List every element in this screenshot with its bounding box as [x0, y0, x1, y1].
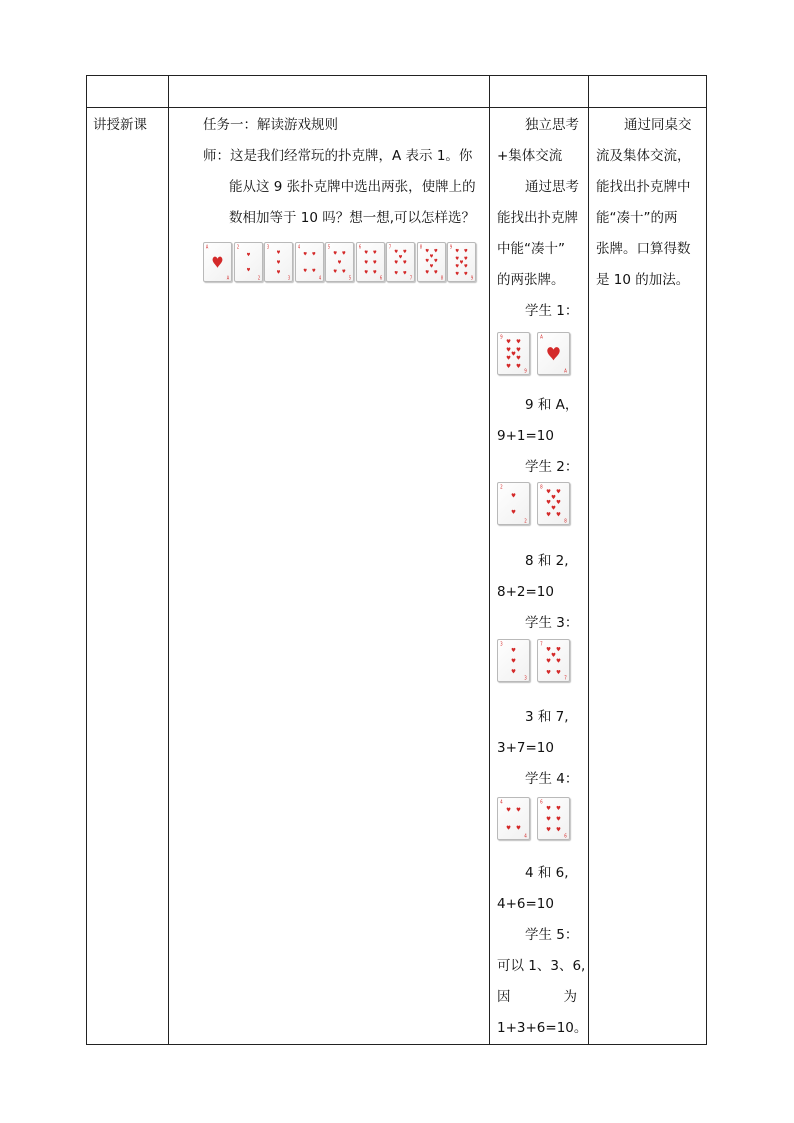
- student-5-yin: 因: [497, 989, 511, 1005]
- svg-text:5: 5: [327, 244, 331, 251]
- svg-text:A: A: [540, 335, 543, 341]
- table-top-border: [86, 75, 707, 76]
- svg-text:A: A: [205, 244, 209, 251]
- student-3-label: 学生 3：: [525, 615, 579, 631]
- column-divider-2: [489, 75, 490, 1045]
- heart-icon: [498, 798, 529, 839]
- heart-icon: [538, 798, 569, 839]
- heart-icon: [326, 243, 353, 281]
- poker-card: [537, 797, 570, 840]
- svg-text:3: 3: [524, 675, 527, 681]
- teacher-line-1: 师：这是我们经常玩的扑克牌，A 表示 1。你: [203, 148, 473, 164]
- student-2-equation: 8+2=10: [497, 584, 554, 600]
- student-4-label: 学生 4：: [525, 771, 579, 787]
- svg-text:7: 7: [388, 244, 392, 251]
- student-3-equation: 3+7=10: [497, 740, 554, 756]
- student-3-answer: 3 和 7,: [525, 709, 569, 725]
- svg-text:7: 7: [540, 642, 543, 648]
- svg-text:9: 9: [500, 335, 503, 341]
- student-5-line-2: [497, 982, 577, 1013]
- poker-card: [203, 242, 232, 282]
- svg-text:8: 8: [540, 485, 543, 491]
- heart-icon: [448, 243, 475, 281]
- svg-text:8: 8: [440, 276, 443, 281]
- heart-icon: [498, 333, 529, 374]
- svg-text:6: 6: [564, 833, 567, 839]
- svg-text:6: 6: [379, 276, 382, 281]
- svg-text:2: 2: [236, 244, 239, 251]
- intent-line-3: 能找出扑克牌中: [596, 179, 691, 195]
- heart-icon: [498, 640, 529, 681]
- student-5-line-3: 1+3+6=10。: [497, 1020, 588, 1036]
- heart-icon: [538, 640, 569, 681]
- student-1-answer: 9 和 A，: [525, 397, 579, 413]
- svg-text:7: 7: [409, 276, 413, 281]
- svg-text:4: 4: [318, 276, 321, 281]
- table-left-border: [86, 75, 87, 1045]
- svg-text:9: 9: [524, 368, 527, 374]
- heart-icon: [296, 243, 323, 281]
- svg-text:8: 8: [419, 244, 422, 251]
- poker-card: [234, 242, 263, 282]
- svg-text:7: 7: [564, 675, 567, 681]
- heart-icon: [418, 243, 445, 281]
- table-bottom-border: [86, 1044, 707, 1045]
- poker-card: [537, 639, 570, 682]
- svg-text:3: 3: [500, 642, 503, 648]
- student-line-4: 能找出扑克牌: [497, 210, 578, 226]
- poker-card: [356, 242, 385, 282]
- student-line-6: 的两张牌。: [497, 272, 565, 288]
- intent-line-5: 张牌。口算得数: [596, 241, 691, 257]
- column-divider-3: [588, 75, 589, 1045]
- table-right-border: [706, 75, 707, 1045]
- poker-card: [386, 242, 415, 282]
- student-4-equation: 4+6=10: [497, 896, 554, 912]
- student-line-3: 通过思考: [525, 179, 579, 195]
- student-5-line-1: 可以 1、3、6,: [497, 958, 586, 974]
- svg-text:6: 6: [358, 244, 361, 251]
- poker-card: [295, 242, 324, 282]
- intent-line-6: 是 10 的加法。: [596, 272, 690, 288]
- intent-line-4: 能“凑十”的两: [596, 210, 678, 226]
- intent-line-1: 通过同桌交: [624, 117, 692, 133]
- heart-icon: [538, 333, 569, 374]
- svg-text:9: 9: [470, 276, 474, 281]
- student-4-answer: 4 和 6,: [525, 865, 569, 881]
- heart-icon: [538, 483, 569, 524]
- student-5-label: 学生 5：: [525, 927, 579, 943]
- poker-card: [264, 242, 293, 282]
- student-1-label: 学生 1：: [525, 303, 579, 319]
- svg-text:8: 8: [564, 518, 567, 524]
- teacher-line-3: 数相加等于 10 吗？想一想,可以怎样选？: [229, 210, 476, 226]
- heart-icon: [357, 243, 384, 281]
- poker-card: [537, 482, 570, 525]
- student-line-2: +集体交流: [497, 148, 563, 164]
- heart-icon: [235, 243, 262, 281]
- student-2-answer: 8 和 2,: [525, 553, 569, 569]
- student-line-1: 独立思考: [525, 117, 579, 133]
- svg-text:2: 2: [524, 518, 527, 524]
- header-row-divider: [86, 107, 707, 108]
- svg-text:9: 9: [449, 244, 453, 251]
- task-title: 任务一：解读游戏规则: [203, 117, 338, 133]
- intent-line-2: 流及集体交流，: [596, 148, 691, 164]
- teacher-line-2: 能从这 9 张扑克牌中选出两张，使牌上的: [229, 179, 476, 195]
- poker-card: [497, 482, 530, 525]
- poker-card: [497, 797, 530, 840]
- student-2-label: 学生 2：: [525, 459, 579, 475]
- svg-text:A: A: [564, 368, 567, 374]
- poker-card: [417, 242, 446, 282]
- svg-text:6: 6: [540, 800, 543, 806]
- svg-text:4: 4: [297, 244, 300, 251]
- svg-text:2: 2: [500, 485, 503, 491]
- svg-text:3: 3: [287, 276, 291, 281]
- heart-icon: [387, 243, 414, 281]
- poker-card: [537, 332, 570, 375]
- column-divider-1: [168, 75, 169, 1045]
- student-1-equation: 9+1=10: [497, 428, 554, 444]
- student-line-5: 中能“凑十”: [497, 241, 565, 257]
- poker-card: [497, 639, 530, 682]
- svg-text:4: 4: [524, 833, 527, 839]
- svg-text:4: 4: [500, 800, 503, 806]
- svg-text:5: 5: [348, 276, 352, 281]
- svg-text:A: A: [226, 276, 230, 281]
- heart-icon: [265, 243, 292, 281]
- poker-card: [447, 242, 476, 282]
- poker-card: [325, 242, 354, 282]
- heart-icon: [498, 483, 529, 524]
- section-label: 讲授新课: [93, 117, 147, 133]
- heart-icon: [204, 243, 231, 281]
- student-5-wei: 为: [563, 989, 577, 1005]
- svg-text:3: 3: [266, 244, 270, 251]
- svg-text:2: 2: [257, 276, 260, 281]
- poker-card: [497, 332, 530, 375]
